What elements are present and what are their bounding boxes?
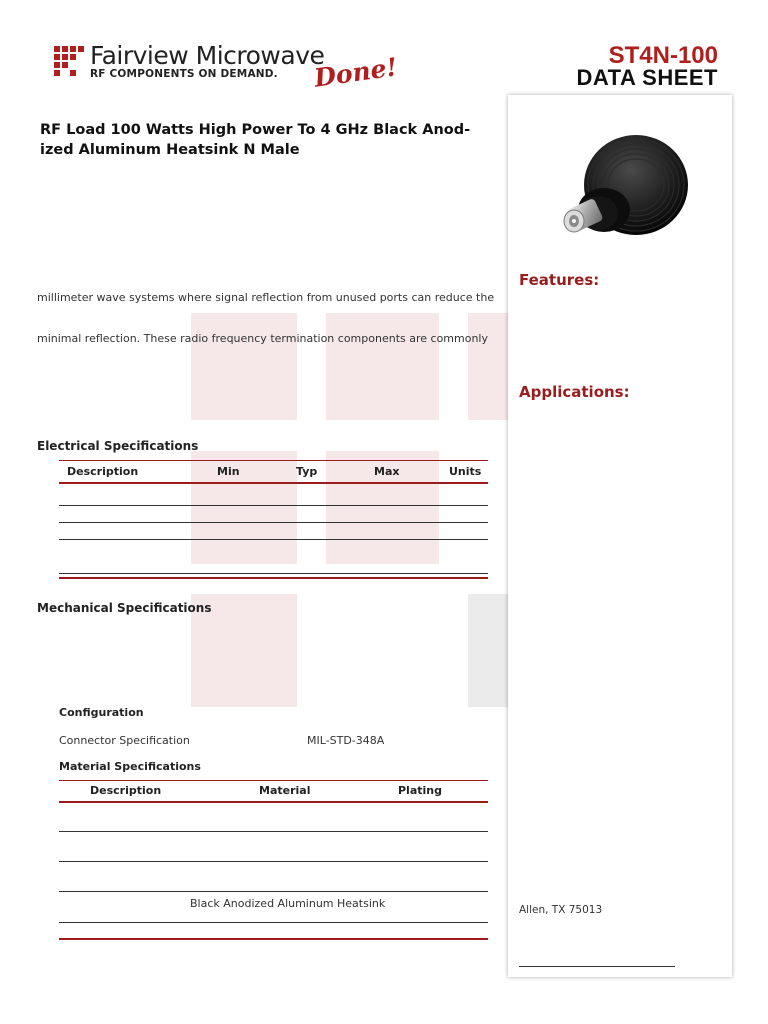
table-bottom-rule — [59, 577, 488, 579]
table-row — [59, 505, 488, 506]
signature-line — [519, 966, 675, 967]
col-typ: Typ — [296, 465, 318, 478]
description-line: minimal reflection. These radio frequency termination components are commonly — [37, 332, 488, 345]
table-row — [59, 522, 488, 523]
part-number: ST4N-100 — [608, 42, 718, 69]
col-material: Material — [259, 784, 311, 797]
table-row — [59, 891, 488, 892]
connector-spec-value: MIL-STD-348A — [307, 734, 385, 747]
brand-name: Fairview Microwave — [90, 41, 325, 70]
data-sheet-title: DATA SHEET — [576, 65, 718, 90]
table-row — [59, 539, 488, 540]
material-top-rule — [59, 780, 488, 781]
brand-tagline: RF COMPONENTS ON DEMAND. — [90, 68, 278, 80]
product-image — [544, 125, 694, 265]
sidebar-panel — [508, 95, 732, 977]
col-units: Units — [449, 465, 482, 478]
table-header-rule — [59, 482, 488, 484]
description-line: millimeter wave systems where signal reflection from unused ports can reduce the — [37, 291, 495, 304]
heatsink-material: Black Anodized Aluminum Heatsink — [190, 897, 386, 910]
col-description: Description — [67, 465, 139, 478]
configuration-heading: Configuration — [59, 706, 144, 719]
rf-termination-load-icon — [544, 125, 694, 265]
col-min: Min — [217, 465, 240, 478]
product-title: RF Load 100 Watts High Power To 4 GHz Black Anod-ized Aluminum Heatsink N Male — [40, 122, 471, 158]
features-heading: Features: — [519, 271, 600, 289]
table-row — [59, 861, 488, 862]
col-max: Max — [374, 465, 400, 478]
electrical-heading: Electrical Specifications — [37, 439, 199, 453]
table-row — [59, 922, 488, 923]
material-header-rule — [59, 801, 488, 803]
brand-logo — [52, 41, 400, 93]
material-bottom-rule — [59, 938, 488, 940]
watermark-block — [191, 313, 297, 420]
table-top-rule — [59, 460, 488, 461]
col-mat-description: Description — [90, 784, 162, 797]
table-row — [59, 831, 488, 832]
material-heading: Material Specifications — [59, 760, 201, 773]
col-plating: Plating — [398, 784, 442, 797]
watermark-block — [326, 313, 439, 420]
brand-slogan: Done! — [312, 52, 400, 93]
connector-spec-label: Connector Specification — [59, 734, 190, 747]
address-text: Allen, TX 75013 — [519, 904, 603, 916]
watermark-block — [191, 451, 297, 564]
mechanical-heading: Mechanical Specifications — [37, 601, 212, 615]
applications-heading: Applications: — [519, 383, 630, 401]
table-row — [59, 573, 488, 574]
